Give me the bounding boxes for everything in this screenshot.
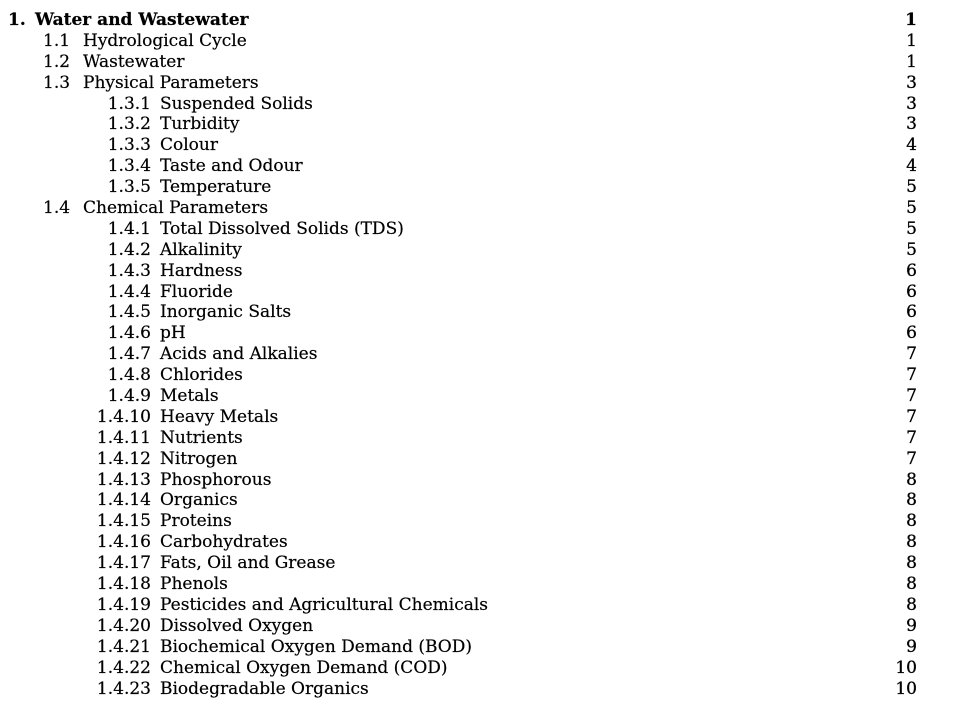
toc-entry-number: 1.4.23 (96, 678, 151, 699)
toc-entry-page: 7 (906, 344, 917, 365)
toc-entry-title: Heavy Metals (160, 406, 279, 427)
toc-entry[interactable] (0, 177, 960, 198)
toc-entry-number: 1.2 (43, 51, 71, 72)
toc-entry-page: 8 (906, 574, 917, 595)
toc-entry[interactable] (0, 10, 960, 31)
toc-entry-page: 8 (906, 532, 917, 553)
toc-entry-number: 1.4.22 (96, 657, 151, 678)
toc-entry-number: 1.4.21 (96, 636, 151, 657)
toc-entry-number: 1.4.1 (107, 218, 151, 239)
toc-entry-title: Organics (160, 490, 238, 511)
toc-entry-number: 1.4.8 (107, 365, 151, 386)
toc-entry-title: Fluoride (160, 281, 233, 302)
toc-entry[interactable] (0, 135, 960, 156)
toc-entry[interactable] (0, 94, 960, 115)
toc-entry[interactable] (0, 114, 960, 135)
toc-entry-page: 3 (906, 114, 917, 135)
toc-entry-title: Phosphorous (160, 469, 272, 490)
toc-entry[interactable] (0, 219, 960, 240)
toc-entry-title: Hydrological Cycle (83, 30, 247, 51)
toc-entry-title: Pesticides and Agricultural Chemicals (160, 594, 489, 615)
toc-entry-title: Hardness (160, 260, 243, 281)
toc-entry-title: Alkalinity (160, 239, 242, 260)
toc-entry[interactable] (0, 511, 960, 532)
toc-entry-page: 5 (906, 239, 917, 260)
toc-entry-page: 7 (906, 365, 917, 386)
toc-entry-title: Turbidity (160, 114, 240, 135)
toc-entry-title: Water and Wastewater (35, 10, 249, 30)
toc-entry[interactable] (0, 156, 960, 177)
toc-entry-page: 1 (906, 51, 917, 72)
toc-entry-number: 1.3.2 (107, 114, 151, 135)
toc-entry-number: 1.3 (43, 72, 71, 93)
toc-entry[interactable] (0, 52, 960, 73)
toc-entry-page: 3 (906, 72, 917, 93)
toc-entry-title: Chemical Parameters (83, 198, 269, 219)
toc-entry[interactable] (0, 407, 960, 428)
toc-entry-page: 6 (906, 260, 917, 281)
toc-entry-page: 1 (906, 30, 917, 51)
toc-entry-page: 3 (906, 93, 917, 114)
toc-entry-number: 1.3.4 (107, 156, 151, 177)
toc-entry-number: 1.4.4 (107, 281, 151, 302)
toc-entry-page: 9 (906, 615, 917, 636)
toc-entry-page: 5 (906, 218, 917, 239)
toc-entry-number: 1.4 (43, 198, 71, 219)
toc-entry[interactable] (0, 553, 960, 574)
toc-entry-title: Proteins (160, 511, 232, 532)
toc-entry-title: Taste and Odour (160, 156, 303, 177)
toc-entry-number: 1.4.13 (96, 469, 151, 490)
toc-entry-number: 1.4.15 (96, 511, 151, 532)
toc-entry-number: 1.3.3 (107, 135, 151, 156)
toc-entry-page: 7 (906, 427, 917, 448)
toc-entry-page: 6 (906, 302, 917, 323)
toc-entry-number: 1.4.11 (96, 427, 151, 448)
toc-entry-page: 10 (895, 657, 917, 678)
toc-entry-number: 1.4.12 (96, 448, 151, 469)
toc-entry-title: Acids and Alkalies (160, 344, 318, 365)
toc-entry-number: 1. (8, 10, 26, 30)
toc-entry-number: 1.4.10 (96, 406, 151, 427)
toc-entry[interactable] (0, 574, 960, 595)
toc-entry-page: 8 (906, 594, 917, 615)
toc-entry-title: pH (160, 323, 186, 344)
toc-entry-page: 8 (906, 553, 917, 574)
toc-entry[interactable] (0, 679, 960, 700)
toc-entry-title: Phenols (160, 574, 228, 595)
toc-entry-page: 6 (906, 323, 917, 344)
toc-entry-page: 5 (906, 177, 917, 198)
toc-entry-title: Chemical Oxygen Demand (COD) (160, 657, 448, 678)
toc-entry-title: Suspended Solids (160, 93, 313, 114)
toc-entry-title: Wastewater (83, 51, 185, 72)
toc-entry-page: 8 (906, 490, 917, 511)
toc-entry-number: 1.4.14 (96, 490, 151, 511)
toc-entry-page: 5 (906, 198, 917, 219)
toc-entry[interactable] (0, 470, 960, 491)
toc-entry[interactable] (0, 595, 960, 616)
toc-entry[interactable] (0, 428, 960, 449)
toc-entry[interactable] (0, 344, 960, 365)
toc-entry-number: 1.4.20 (96, 615, 151, 636)
toc-entry-page: 8 (906, 469, 917, 490)
toc-entry[interactable] (0, 323, 960, 344)
toc-entry-title: Total Dissolved Solids (TDS) (160, 218, 404, 239)
toc-entry-page: 10 (895, 678, 917, 699)
toc-entry-title: Chlorides (160, 365, 243, 386)
toc-entry-title: Nutrients (160, 427, 243, 448)
toc-entry-number: 1.4.3 (107, 260, 151, 281)
toc-entry-page: 1 (905, 10, 917, 30)
toc-entry-number: 1.4.7 (107, 344, 151, 365)
toc-entry-title: Metals (160, 386, 219, 407)
toc-entry-title: Inorganic Salts (160, 302, 292, 323)
toc-entry[interactable] (0, 302, 960, 323)
toc-entry[interactable] (0, 658, 960, 679)
toc-entry-title: Colour (160, 135, 218, 156)
toc-entry-page: 8 (906, 511, 917, 532)
toc-entry[interactable] (0, 31, 960, 52)
toc-entry[interactable] (0, 240, 960, 261)
toc-entry-page: 7 (906, 386, 917, 407)
toc-entry[interactable] (0, 261, 960, 282)
toc-entry[interactable] (0, 637, 960, 658)
toc-entry[interactable] (0, 386, 960, 407)
toc-entry-number: 1.4.16 (96, 532, 151, 553)
toc-entry-number: 1.4.18 (96, 574, 151, 595)
toc-entry-number: 1.1 (43, 30, 71, 51)
toc-entry[interactable] (0, 490, 960, 511)
toc-entry-number: 1.3.5 (107, 177, 151, 198)
toc-entry-title: Physical Parameters (83, 72, 259, 93)
toc-entry-number: 1.3.1 (107, 93, 151, 114)
toc-entry[interactable] (0, 198, 960, 219)
table-of-contents (0, 10, 960, 699)
toc-entry-page: 6 (906, 281, 917, 302)
toc-entry[interactable] (0, 449, 960, 470)
toc-entry-page: 7 (906, 406, 917, 427)
toc-entry-page: 7 (906, 448, 917, 469)
toc-entry-title: Temperature (160, 177, 272, 198)
toc-entry-title: Biodegradable Organics (160, 678, 369, 699)
toc-entry[interactable] (0, 616, 960, 637)
toc-entry[interactable] (0, 73, 960, 94)
toc-entry-number: 1.4.9 (107, 386, 151, 407)
toc-entry-page: 4 (906, 156, 917, 177)
toc-entry-title: Fats, Oil and Grease (160, 553, 336, 574)
toc-entry-number: 1.4.19 (96, 594, 151, 615)
toc-entry-number: 1.4.2 (107, 239, 151, 260)
toc-entry-number: 1.4.6 (107, 323, 151, 344)
toc-entry-number: 1.4.17 (96, 553, 151, 574)
toc-entry-title: Biochemical Oxygen Demand (BOD) (160, 636, 472, 657)
toc-entry-number: 1.4.5 (107, 302, 151, 323)
toc-entry-title: Dissolved Oxygen (160, 615, 314, 636)
toc-entry-page: 9 (906, 636, 917, 657)
toc-entry[interactable] (0, 532, 960, 553)
toc-entry-title: Nitrogen (160, 448, 238, 469)
toc-entry-title: Carbohydrates (160, 532, 288, 553)
toc-entry[interactable] (0, 282, 960, 303)
toc-entry[interactable] (0, 365, 960, 386)
toc-entry-page: 4 (906, 135, 917, 156)
